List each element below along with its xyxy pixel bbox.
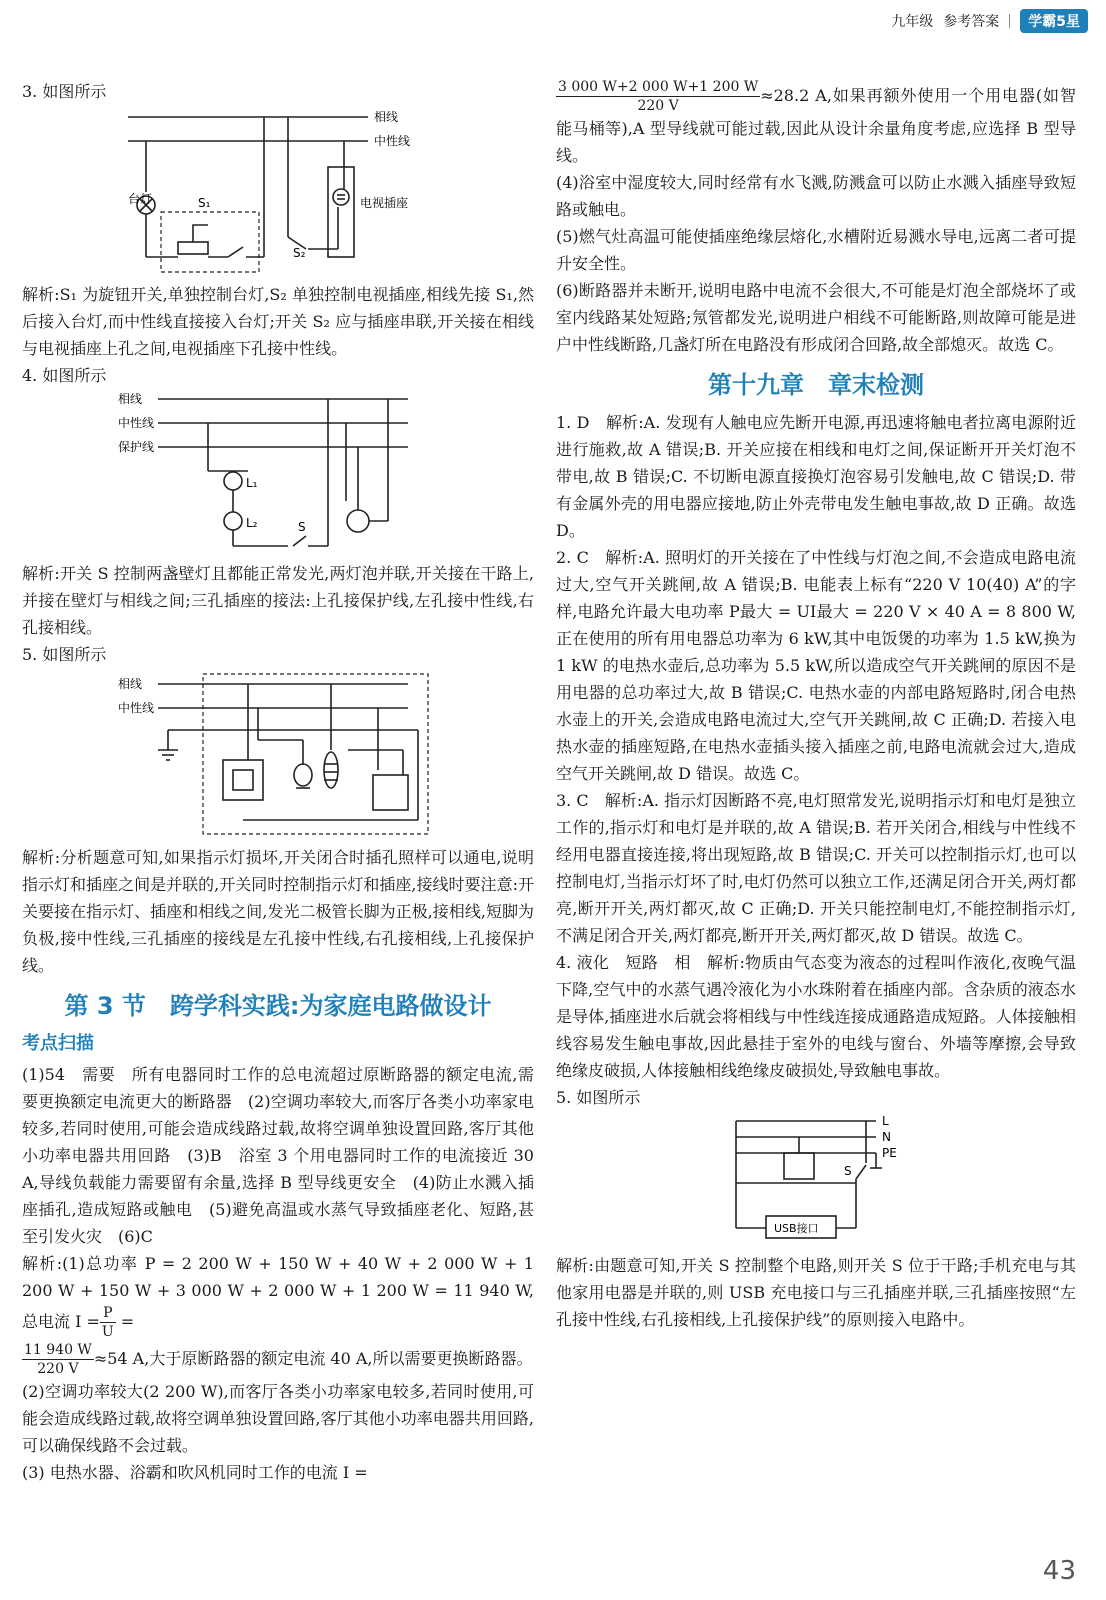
fraction-numerator: 3 000 W+2 000 W+1 200 W: [558, 79, 759, 95]
fig3-label-line1: 相线: [374, 110, 399, 124]
q5-title: 5. 如图所示: [22, 645, 107, 664]
fraction-p-over-u: [100, 1304, 116, 1341]
fig4-label-l2: L₂: [246, 516, 258, 530]
fig4-label-line2: 中性线: [118, 416, 155, 430]
fig4-label-l1: L₁: [246, 476, 258, 490]
q5-analysis: 解析:分析题意可知,如果指示灯损坏,开关闭合时插孔照样可以通电,说明指示灯和插座之间是并联的,开关同时控制指示灯和插座,接线时要注意:开关要接在指示灯、插座和相线之间,发光二极管长脚为正极,接相线,短脚为负极,接中性线,三孔插座的接线是左孔接中性线,右孔接相线,上孔接保护线。: [22, 848, 534, 975]
figure-q3-circuit: [128, 107, 428, 277]
test-answer-5-title: 5. 如图所示: [556, 1088, 641, 1107]
calc-current: [22, 1341, 534, 1378]
fraction-denominator: 220 V: [37, 1361, 79, 1377]
fig5-label-line1: 相线: [118, 677, 143, 691]
fraction-bathroom: [556, 78, 760, 115]
fraction-denominator: 220 V: [637, 98, 679, 114]
q3-title: 3. 如图所示: [22, 82, 107, 101]
test-answer-3: 3. C 解析:A. 指示灯因断路不亮,电灯照常发光,说明指示灯和电灯是独立工作的,指示灯和电灯是并联的,故 A 错误;B. 若开关闭合,相线与中性线不经用电器直接连接,将出现短路,故 B 错误;C. 开关可以控制指示灯,也可以控制电灯,当指示灯坏了时,电灯仍然可以独立工作,还满足闭合开关,两灯都亮,断开开关,两灯都灭,故 C 正确;D. 开关只能控制电灯,不能控制指示灯,不满足闭合开关,两灯都亮,断开开关,两灯都灭,故 D 错误。故选 C。: [556, 791, 1076, 945]
fig4-label-s: S: [298, 520, 306, 534]
fig6-label-s: S: [844, 1164, 852, 1178]
test-answer-1: 1. D 解析:A. 发现有人触电应先断开电源,再迅速将触电者拉离电源附近进行施救,故 A 错误;B. 开关应接在相线和电灯之间,保证断开开关灯泡不带电,故 B 错误;C. 不切断电源直接换灯泡容易引发触电,故 C 错误;D. 带有金属外壳的用电器应接地,防止外壳带电发生触电事故,故 D 正确。故选 D。: [556, 413, 1076, 540]
page-number: 43: [1042, 1556, 1076, 1586]
calc2-text: ≈54 A,大于原断路器的额定电流 40 A,所以需要更换断路器。: [93, 1349, 533, 1368]
fig6-label-usb: USB接口: [774, 1222, 819, 1235]
scan-text: (1)54 需要 所有电器同时工作的总电流超过原断路器的额定电流,需要更换额定电流更大的断路器 (2)空调功率较大,而客厅各类小功率家电较多,若同时使用,可能会造成线路过载,故将空调单独设置回路,客厅其他小功率电器共用回路 (3)B 浴室 3 个用电器同时工作的电流接近 30 A,导线负载能力需要留有余量,选择 B 型导线更安全 (4)防止水溅入插座插孔,造成短路或触电 (5)避免高温或水蒸气导致插座老化、短路,甚至引发火灾 (6)C: [22, 1065, 534, 1246]
figure-usb-circuit: [716, 1113, 916, 1248]
right-column: [556, 78, 1076, 1333]
fig6-label-pe: PE: [882, 1146, 897, 1160]
header-brand: 学霸5星: [1020, 9, 1088, 33]
fraction-denominator: U: [101, 1324, 114, 1340]
subsection-title: 考点扫描: [22, 1033, 94, 1054]
fig6-label-n: N: [882, 1130, 891, 1144]
test-answer-5-analysis: 解析:由题意可知,开关 S 控制整个电路,则开关 S 位于干路;手机充电与其他家用电器是并联的,则 USB 充电接口与三孔插座并联,三孔插座按照“左孔接中性线,右孔接相线,上孔接保护线”的原则接入电路中。: [556, 1256, 1076, 1329]
figure-q5-circuit: [118, 670, 438, 840]
fig3-label-line2: 中性线: [374, 134, 411, 148]
calc1-text: 解析:(1)总功率 P = 2 200 W + 150 W + 40 W + 2 000 W + 1 200 W + 150 W + 3 000 W + 2 000 W + 1 200 W = 11 940 W,总电流 I =: [22, 1254, 534, 1331]
fig3-label-s2: S₂: [293, 246, 306, 260]
fig3-label-socket: 电视插座: [360, 196, 409, 210]
calc-total-power: 解析:(1)总功率 P = 2 200 W + 150 W + 40 W + 2 000 W + 1 200 W + 150 W + 3 000 W + 2 000 W + 1 200 W = 11 940 W,总电流 I = $\frac{P}{U}$ =: [22, 1254, 534, 1340]
page-header: [891, 6, 1088, 36]
fig6-label-l: L: [882, 1114, 889, 1128]
figure-q4-circuit: [118, 391, 438, 556]
fig3-label-lamp: 台灯: [128, 192, 153, 206]
fraction-current: [22, 1341, 94, 1378]
fig4-label-line3: 保护线: [118, 440, 155, 454]
test-answer-2: 2. C 解析:A. 照明灯的开关接在了中性线与灯泡之间,不会造成电路电流过大,空气开关跳闸,故 A 错误;B. 电能表上标有“220 V 10(40) A”的字样,电路允许最大电功率 P最大 = UI最大 = 220 V × 40 A = 8 800 W,正在使用的所有用电器总功率为 6 kW,其中电饭煲的功率为 1.5 kW,换为 1 kW 的电热水壶后,总功率为 5.5 kW,所以造成空气开关跳闸的原因不是用电器的总功率过大,故 B 错误;C. 电热水壶的内部电路短路时,闭合电热水壶上的开关,会造成电路电流过大,空气开关跳闸,故 C 正确;D. 若接入电热水壶的插座短路,在电热水壶插头接入插座之前,电路电流就会过大,造成空气开关跳闸,故 D 错误。故选 C。: [556, 548, 1076, 783]
fig4-label-line1: 相线: [118, 392, 143, 406]
fig3-label-s1: S₁: [198, 196, 211, 210]
test-answer-4: 4. 液化 短路 相 解析:物质由气态变为液态的过程叫作液化,夜晚气温下降,空气中的水蒸气遇冷液化为小水珠附着在插座内部。含杂质的液态水是导体,插座进水后就会将相线与中性线连接成通路造成短路。人体接触相线容易发生触电事故,因此悬挂于室外的电线与窗台、外墙等摩擦,会导致绝缘皮破损,人体接触相线绝缘皮破损处,导致触电事故。: [556, 953, 1076, 1080]
q4-analysis: 解析:开关 S 控制两盏壁灯且都能正常发光,两灯泡并联,开关接在干路上,并接在壁灯与相线之间;三孔插座的接法:上孔接保护线,左孔接中性线,右孔接相线。: [22, 564, 534, 637]
fraction-numerator: P: [100, 1304, 116, 1323]
answer-4: (4)浴室中湿度较大,同时经常有水飞溅,防溅盒可以防止水溅入插座导致短路或触电。: [556, 173, 1076, 219]
chapter-title: 第十九章 章末检测: [708, 371, 924, 399]
answer-6: (6)断路器并未断开,说明电路中电流不会很大,不可能是灯泡全部烧坏了或室内线路某处短路;氖管都发光,说明进户相线不可能断路,则故障可能是进户中性线断路,几盏灯所在电路没有形成闭合回路,故全部熄灭。故选 C。: [556, 281, 1076, 354]
header-section: 参考答案: [943, 14, 1000, 30]
fig5-label-line2: 中性线: [118, 701, 155, 715]
answer-5: (5)燃气灶高温可能使插座绝缘层熔化,水槽附近易溅水导电,远离二者可提升安全性。: [556, 227, 1076, 273]
r1-text: ≈28.2 A,如果再额外使用一个用电器(如智能马桶等),A 型导线就可能过载,因此从设计余量角度考虑,应选择 B 型导线。: [556, 86, 1076, 165]
section-title: 第 3 节 跨学科实践:为家庭电路做设计: [64, 992, 492, 1020]
header-grade: 九年级: [891, 14, 934, 30]
bathroom-current: [556, 78, 1076, 169]
header-divider: [1009, 14, 1010, 28]
fraction-numerator: 11 940 W: [24, 1342, 92, 1358]
calc-bathroom: (3) 电热水器、浴霸和吹风机同时工作的电流 I =: [22, 1463, 368, 1482]
calc-ac: (2)空调功率较大(2 200 W),而客厅各类小功率家电较多,若同时使用,可能会造成线路过载,故将空调单独设置回路,客厅其他小功率电器共用回路,可以确保线路不会过载。: [22, 1382, 534, 1455]
q4-title: 4. 如图所示: [22, 366, 107, 385]
left-column: [22, 78, 534, 1486]
q3-analysis: 解析:S₁ 为旋钮开关,单独控制台灯,S₂ 单独控制电视插座,相线先接 S₁,然后接入台灯,而中性线直接接入台灯;开关 S₂ 应与插座串联,开关接在相线与电视插座上孔之间,电视插座下孔接中性线。: [22, 285, 534, 358]
